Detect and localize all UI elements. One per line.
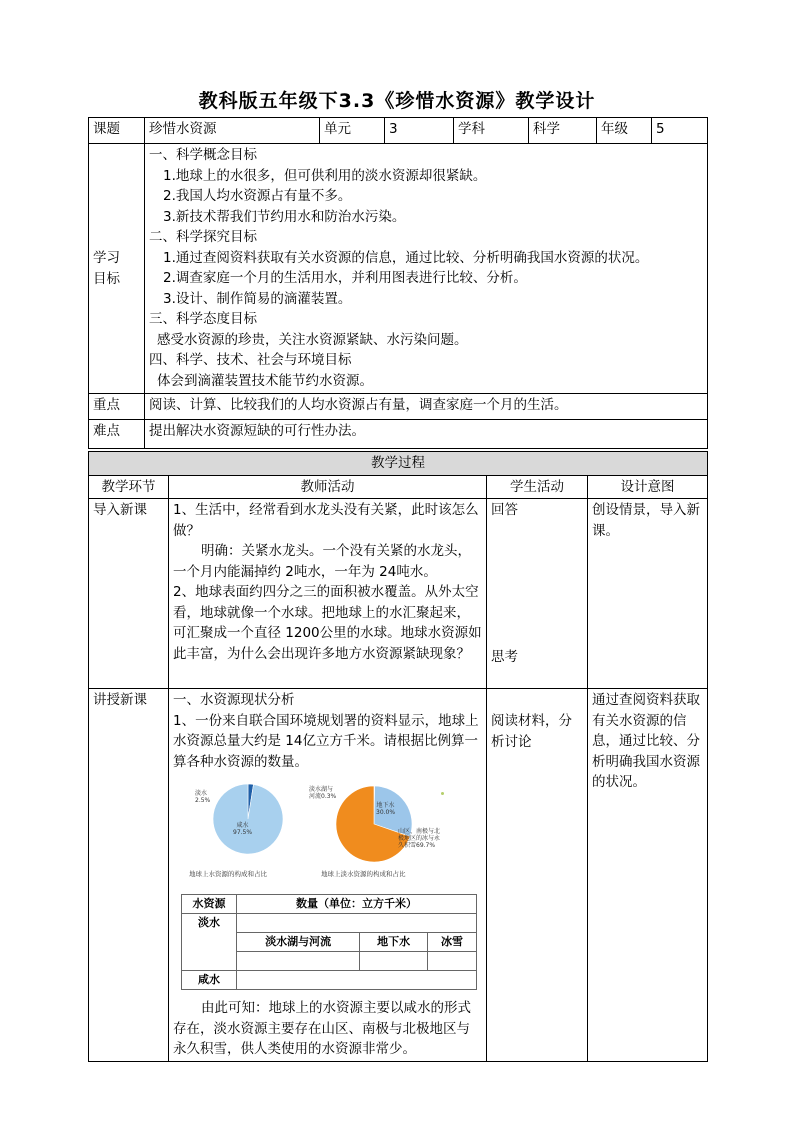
- intro-student-2: 思考: [491, 649, 518, 665]
- lecture-p3: 由此可知：地球上的水资源主要以咸水的形式存在，淡水资源主要存在山区、南极与北极地区与永久积雪，供人类使用的水资源非常少。: [173, 1000, 471, 1057]
- cell-h1: 水资源: [182, 895, 237, 914]
- lecture-p1: 一、水资源现状分析: [173, 692, 295, 708]
- intro-student: [487, 499, 588, 689]
- cell-s1: 淡水湖与河流: [237, 933, 360, 952]
- intro-teacher: [169, 499, 487, 689]
- cell-v3: [427, 952, 476, 971]
- pie-charts: [173, 784, 482, 880]
- goal-line: 2.我国人均水资源占有量不多。: [163, 188, 352, 204]
- cell-fresh: 淡水: [182, 914, 237, 971]
- intro-p1: 1、生活中，经常看到水龙头没有关紧，此时该怎么做？: [173, 502, 479, 539]
- info-table: [88, 117, 708, 449]
- goal-line: 二、科学探究目标: [149, 229, 257, 245]
- label-topic: 课题: [89, 118, 145, 144]
- difficult-text: 提出解决水资源短缺的可行性办法。: [145, 420, 708, 449]
- intro-intent: 创设情景，导入新课。: [588, 499, 708, 689]
- goal-line: 1.通过查阅资料获取有关水资源的信息，通过比较、分析明确我国水资源的状况。: [163, 249, 649, 266]
- pie2-label-ice: 山区、南极与北 极地区的冰与永 久积雪69.7%: [398, 828, 441, 849]
- key-text: 阅读、计算、比较我们的人均水资源占有量，调查家庭一个月的生活。: [145, 394, 708, 420]
- water-table: [181, 894, 477, 990]
- label-unit: 单元: [320, 118, 385, 144]
- header-step: 教学环节: [89, 475, 169, 499]
- subject-value: 科学: [529, 118, 597, 144]
- process-title: 教学过程: [89, 452, 708, 476]
- cell-h2: 数量（单位：立方千米）: [237, 895, 477, 914]
- difficult-label: 难点: [89, 420, 145, 449]
- pie1-label-salt: 咸水 97.5%: [233, 822, 253, 836]
- page-title: 教科版五年级下3.3《珍惜水资源》教学设计: [198, 90, 596, 112]
- intro-p3: 2、地球表面约四分之三的面积被水覆盖。从外太空看，地球就像一个水球。把地球上的水汇聚起来，可汇聚成一个直径 1200公里的水球。地球水资源如此丰富，为什么会出现许多地方水资源紧缺现象？: [173, 584, 482, 662]
- label-subject: 学科: [454, 118, 529, 144]
- dot-mark: [441, 792, 444, 795]
- key-label: 重点: [89, 394, 145, 420]
- intro-student-1: 回答: [491, 502, 518, 518]
- topic-value: 珍惜水资源: [145, 118, 320, 144]
- goal-line: 体会到滴灌装置技术能节约水资源。: [157, 372, 373, 389]
- header-teacher: 教师活动: [169, 475, 487, 499]
- unit-value: 3: [385, 118, 454, 144]
- lecture-step: 讲授新课: [89, 689, 169, 1062]
- lecture-intent: 通过查阅资料获取有关水资源的信息，通过比较、分析明确我国水资源的状况。: [588, 689, 708, 1062]
- cell-v2: [360, 952, 428, 971]
- pie2-label-lakes: 淡水湖与 河流0.3%: [309, 786, 337, 800]
- pie1-caption: 地球上水资源的构成和占比: [189, 870, 267, 878]
- intro-step: 导入新课: [89, 499, 169, 689]
- cell-v1: [237, 952, 360, 971]
- lecture-p2: 1、一份来自联合国环境规划署的资料显示，地球上水资源总量大约是 14亿立方千米。请根据比例算一算各种水资源的数量。: [173, 712, 479, 770]
- goal-line: 1.地球上的水很多，但可供利用的淡水资源却很紧缺。: [163, 167, 487, 184]
- goal-line: 三、科学态度目标: [149, 311, 257, 327]
- pie-chart-fresh: [336, 786, 412, 862]
- goal-line: 3.设计、制作简易的滴灌装置。: [163, 290, 352, 307]
- cell-s3: 冰雪: [427, 933, 476, 952]
- header-student: 学生活动: [487, 475, 588, 499]
- goal-line: 2.调查家庭一个月的生活用水，并利用图表进行比较、分析。: [163, 270, 527, 286]
- pie2-caption: 地球上淡水资源的构成和占比: [321, 870, 406, 878]
- lecture-teacher: [169, 689, 487, 1062]
- goal-line: 3.新技术帮我们节约用水和防治水污染。: [163, 208, 406, 225]
- process-table: [88, 451, 708, 1062]
- cell-s2: 地下水: [360, 933, 428, 952]
- pie-slice-1: [213, 784, 283, 854]
- goals-label: 学习 目标: [89, 144, 145, 394]
- grade-value: 5: [652, 118, 708, 144]
- goal-line: 一、科学概念目标: [149, 147, 257, 163]
- pie-chart-total: [213, 784, 283, 854]
- pie2-label-ground: 地下水 30.0%: [376, 802, 396, 816]
- cell-fresh-total: [237, 914, 477, 933]
- cell-salt-value: [237, 971, 477, 990]
- goal-line: 四、科学、技术、社会与环境目标: [149, 352, 352, 368]
- pie1-label-fresh: 淡水 2.5%: [195, 790, 211, 804]
- header-intent: 设计意图: [588, 475, 708, 499]
- goal-line: 感受水资源的珍贵，关注水资源紧缺、水污染问题。: [157, 331, 468, 348]
- label-grade: 年级: [597, 118, 652, 144]
- goals-content: [145, 144, 708, 394]
- lecture-student: 阅读材料，分析讨论: [487, 689, 588, 1062]
- intro-p2: 明确：关紧水龙头。一个没有关紧的水龙头，一个月内能漏掉约 2吨水，一年为 24吨水。: [173, 543, 471, 580]
- cell-salt: 咸水: [182, 971, 237, 990]
